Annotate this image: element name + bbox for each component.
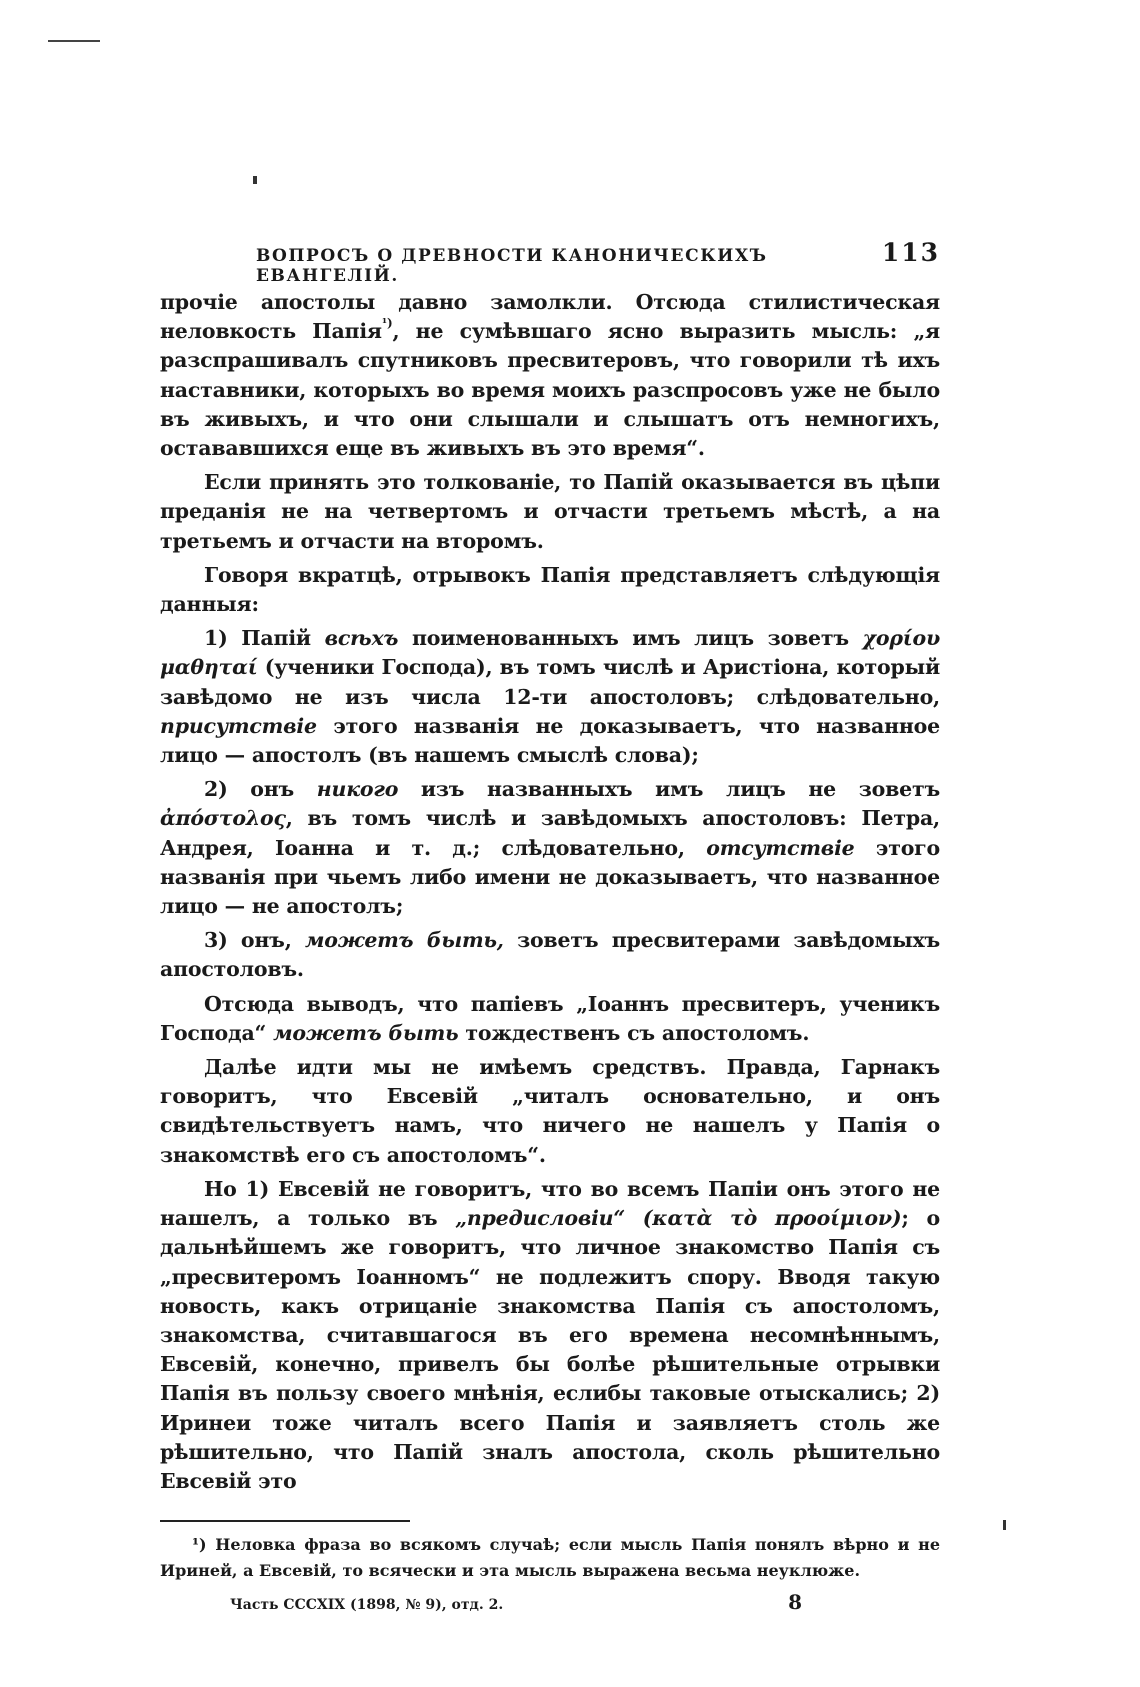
greek-phrase: (κατὰ τὸ προοίμιον) — [624, 1206, 902, 1231]
scan-speck — [1003, 1520, 1006, 1530]
footnote-divider — [160, 1520, 410, 1522]
body-text — [160, 288, 940, 1496]
list-item: 2) онъ никого изъ названныхъ имъ лицъ не зоветъ ἀπόστολος, въ томъ числѣ и завѣдомыхъ апостоловъ: Петра, Андрея, Іоанна и т. д.; слѣдовательно, отсутствіе этого названія при чьемъ либо имени не доказываетъ, что названное лицо — не апостолъ; — [160, 777, 941, 919]
emphasis: всѣхъ — [324, 626, 399, 651]
list-item: 3) онъ, можетъ быть, зоветъ пресвитерами завѣдомыхъ апостоловъ. — [160, 928, 940, 982]
emphasis: „предисловіи“ — [455, 1206, 625, 1231]
page-number: 113 — [881, 238, 940, 267]
emphasis: присутствіе — [160, 713, 317, 738]
running-head — [160, 238, 940, 286]
paragraph: Но 1) Евсевій не говоритъ, что во всемъ Папіи онъ этого не нашелъ, а только въ „предисловіи“ (κατὰ τὸ προοίμιον); о дальнѣйшемъ же говоритъ, что личное знакомство Папія съ „пресвитеромъ Іоанномъ“ не подлежитъ спору. Вводя такую новость, какъ отрицаніе знакомства Папія съ апостоломъ, знакомства, считавшагося въ его времена несомнѣннымъ, Евсевій, конечно, привелъ бы болѣе рѣшительные отрывки Папія въ пользу своего мнѣнія, еслибы таковые отыскались; 2) Иринеи тоже читалъ всего Папія и заявляетъ столь же рѣшительно, что Папій зналъ апостола, сколь рѣшительно Евсевій это — [160, 1176, 941, 1493]
footnote: ¹) Неловка фраза во всякомъ случаѣ; если мысль Папія понялъ вѣрно и не Ириней, а Евсевій, то всячески и эта мысль выражена весьма неуклюже. — [160, 1535, 940, 1581]
greek-phrase: χορίου μαθηταί — [160, 626, 941, 680]
sheet-number: 8 — [788, 1590, 802, 1615]
footnote-marker: ¹) — [192, 1535, 207, 1555]
book-page — [160, 238, 940, 1614]
signature-line — [160, 1590, 940, 1614]
paragraph: Если принять это толкованіе, то Папій оказывается въ цѣпи преданія не на четвертомъ и отчасти третьемъ мѣстѣ, а на третьемъ и отчасти на второмъ. — [160, 470, 940, 553]
paragraph: Отсюда выводъ, что папіевъ „Іоаннъ пресвитеръ, ученикъ Господа“ можетъ быть тождественъ съ апостоломъ. — [160, 991, 940, 1045]
list-item: 1) Папій всѣхъ поименованныхъ имъ лицъ зоветъ χορίου μαθηταί (ученики Господа), въ томъ числѣ и Аристіона, который завѣдомо не изъ числа 12-ти апостоловъ; слѣдовательно, присутствіе этого названія не доказываетъ, что названное лицо — апостолъ (въ нашемъ смыслѣ слова); — [160, 626, 941, 768]
running-title: ВОПРОСЪ О ДРЕВНОСТИ КАНОНИЧЕСКИХЪ ЕВАНГЕЛІЙ. — [256, 246, 768, 286]
greek-phrase: ἀπόστολος — [160, 806, 286, 831]
emphasis: никого — [316, 777, 399, 802]
paragraph: Далѣе идти мы не имѣемъ средствъ. Правда, Гарнакъ говоритъ, что Евсевій „читалъ основательно, и онъ свидѣтельствуетъ намъ, что ничего не нашелъ у Папія о знакомствѣ его съ апостоломъ“. — [160, 1055, 940, 1167]
scan-speck — [253, 176, 257, 184]
paragraph: Говоря вкратцѣ, отрывокъ Папія представляетъ слѣдующія данныя: — [160, 562, 940, 617]
emphasis: отсутствіе — [706, 835, 855, 860]
journal-reference: Часть CCCXIX (1898, № 9), отд. 2. — [230, 1597, 504, 1614]
emphasis: можетъ быть — [273, 1020, 459, 1045]
emphasis: можетъ быть, — [305, 928, 504, 953]
paragraph: прочіе апостолы давно замолкли. Отсюда стилистическая неловкость Папія$^{^1)}$, не сумѣвшаго ясно выразить мысль: „я разспрашивалъ спутниковъ пресвитеровъ, что говорили тѣ ихъ наставники, которыхъ во время моихъ разспросовъ уже не было въ живыхъ, и что они слышали и слышатъ отъ немногихъ, остававшихся еще въ живыхъ въ это время“. — [160, 290, 941, 461]
footnote-ref: ¹) — [381, 316, 393, 331]
scan-edge-mark — [48, 40, 100, 42]
